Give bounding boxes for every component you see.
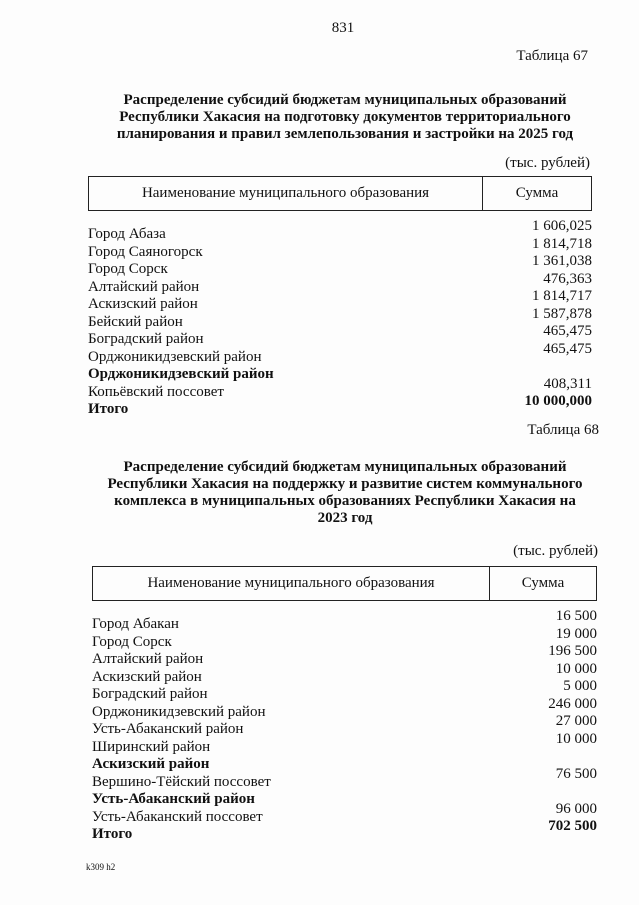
table-67	[88, 176, 592, 417]
row-value: 1 587,878	[532, 305, 592, 322]
table-row	[92, 695, 597, 722]
row-value: 1 361,038	[532, 253, 592, 269]
table-67-title: Распределение субсидий бюджетам муниципальных образований Республики Хакасия на подготовку документов территориального планирования и правил землепользования и застройки на 2025 год	[116, 92, 574, 142]
table-row	[92, 713, 597, 739]
table-68-label: Таблица 68	[527, 422, 599, 438]
row-name: Аскизский район	[92, 756, 210, 772]
row-value: 408,311	[543, 375, 592, 392]
table-68	[92, 566, 597, 842]
table-row	[92, 730, 597, 757]
row-value: 19 000	[555, 625, 597, 642]
table-68-title: Распределение субсидий бюджетам муниципальных образований Республики Хакасия на поддержку и развитие систем коммунального комплекса в муниципальных образованиях Республики Хакасия на 2023 год	[107, 459, 583, 526]
row-value: 16 500	[555, 608, 597, 624]
table-row	[88, 305, 592, 332]
table-67-units: (тыс. рублей)	[505, 155, 590, 171]
table-row	[88, 393, 592, 419]
row-name: Боградский район	[92, 686, 208, 702]
row-value: 246 000	[548, 695, 597, 712]
row-value: 465,475	[543, 340, 592, 357]
table-68-body	[92, 608, 597, 842]
row-value: 76 500	[555, 765, 597, 782]
row-name: Итого	[92, 826, 133, 842]
header-sum: Сумма	[521, 575, 565, 591]
header-name: Наименование муниципального образования	[89, 177, 483, 210]
table-row	[88, 288, 592, 314]
header-sum: Сумма	[515, 185, 559, 201]
row-name: Алтайский район	[92, 651, 204, 667]
row-value: 96 000	[555, 800, 597, 817]
row-name: Город Абаза	[88, 226, 166, 242]
table-row	[92, 756, 597, 774]
row-value: 10 000	[555, 660, 597, 677]
row-name: Орджоникидзевский район	[88, 348, 262, 365]
table-row	[92, 765, 597, 792]
table-row	[88, 270, 592, 297]
table-row	[88, 375, 592, 402]
table-67-header	[88, 176, 592, 211]
row-name: Копьёвский поссовет	[88, 383, 224, 400]
table-row	[92, 800, 597, 827]
row-value: 5 000	[563, 678, 597, 694]
row-name: Орджоникидзевский район	[88, 366, 274, 382]
row-value: 10 000,000	[524, 393, 592, 409]
row-value: 702 500	[548, 818, 597, 834]
row-value: 10 000	[555, 730, 597, 747]
row-name: Город Сорск	[88, 261, 168, 277]
footer-code: k309 h2	[86, 862, 116, 872]
table-row	[88, 340, 592, 367]
row-name: Город Саяногорск	[88, 243, 203, 260]
row-name: Город Сорск	[92, 633, 172, 650]
table-row	[92, 818, 597, 844]
row-value: 1 606,025	[532, 218, 592, 234]
row-name: Бейский район	[88, 313, 183, 330]
table-row	[92, 678, 597, 704]
table-row	[92, 660, 597, 687]
header-name: Наименование муниципального образования	[93, 567, 490, 600]
row-value: 1 814,717	[532, 288, 592, 304]
table-row	[92, 625, 597, 652]
row-name: Ширинский район	[92, 738, 211, 755]
table-67-body	[88, 218, 592, 417]
table-row	[88, 218, 592, 244]
table-row	[92, 791, 597, 809]
row-name: Вершино-Тёйский поссовет	[92, 773, 271, 790]
row-name: Аскизский район	[92, 668, 202, 685]
row-value: 1 814,718	[532, 235, 592, 252]
row-value: 27 000	[555, 713, 597, 729]
table-67-label: Таблица 67	[516, 48, 588, 64]
page-number: 831	[331, 20, 355, 36]
row-name: Боградский район	[88, 331, 204, 347]
row-value: 196 500	[548, 643, 597, 659]
row-value: 465,475	[543, 323, 592, 339]
table-row	[88, 235, 592, 262]
row-value: 476,363	[543, 270, 592, 287]
row-name: Итого	[88, 401, 129, 417]
row-name: Усть-Абаканский поссовет	[92, 808, 263, 825]
row-name: Усть-Абаканский район	[92, 791, 255, 807]
table-row	[92, 643, 597, 669]
table-row	[92, 608, 597, 634]
row-name: Орджоникидзевский район	[92, 703, 266, 720]
row-name: Алтайский район	[88, 278, 200, 295]
row-name: Город Абакан	[92, 616, 179, 632]
row-name: Усть-Абаканский район	[92, 721, 244, 737]
table-68-header	[92, 566, 597, 601]
table-row	[88, 366, 592, 384]
row-name: Аскизский район	[88, 296, 198, 312]
table-68-units: (тыс. рублей)	[513, 543, 598, 559]
table-row	[88, 253, 592, 279]
table-row	[88, 323, 592, 349]
